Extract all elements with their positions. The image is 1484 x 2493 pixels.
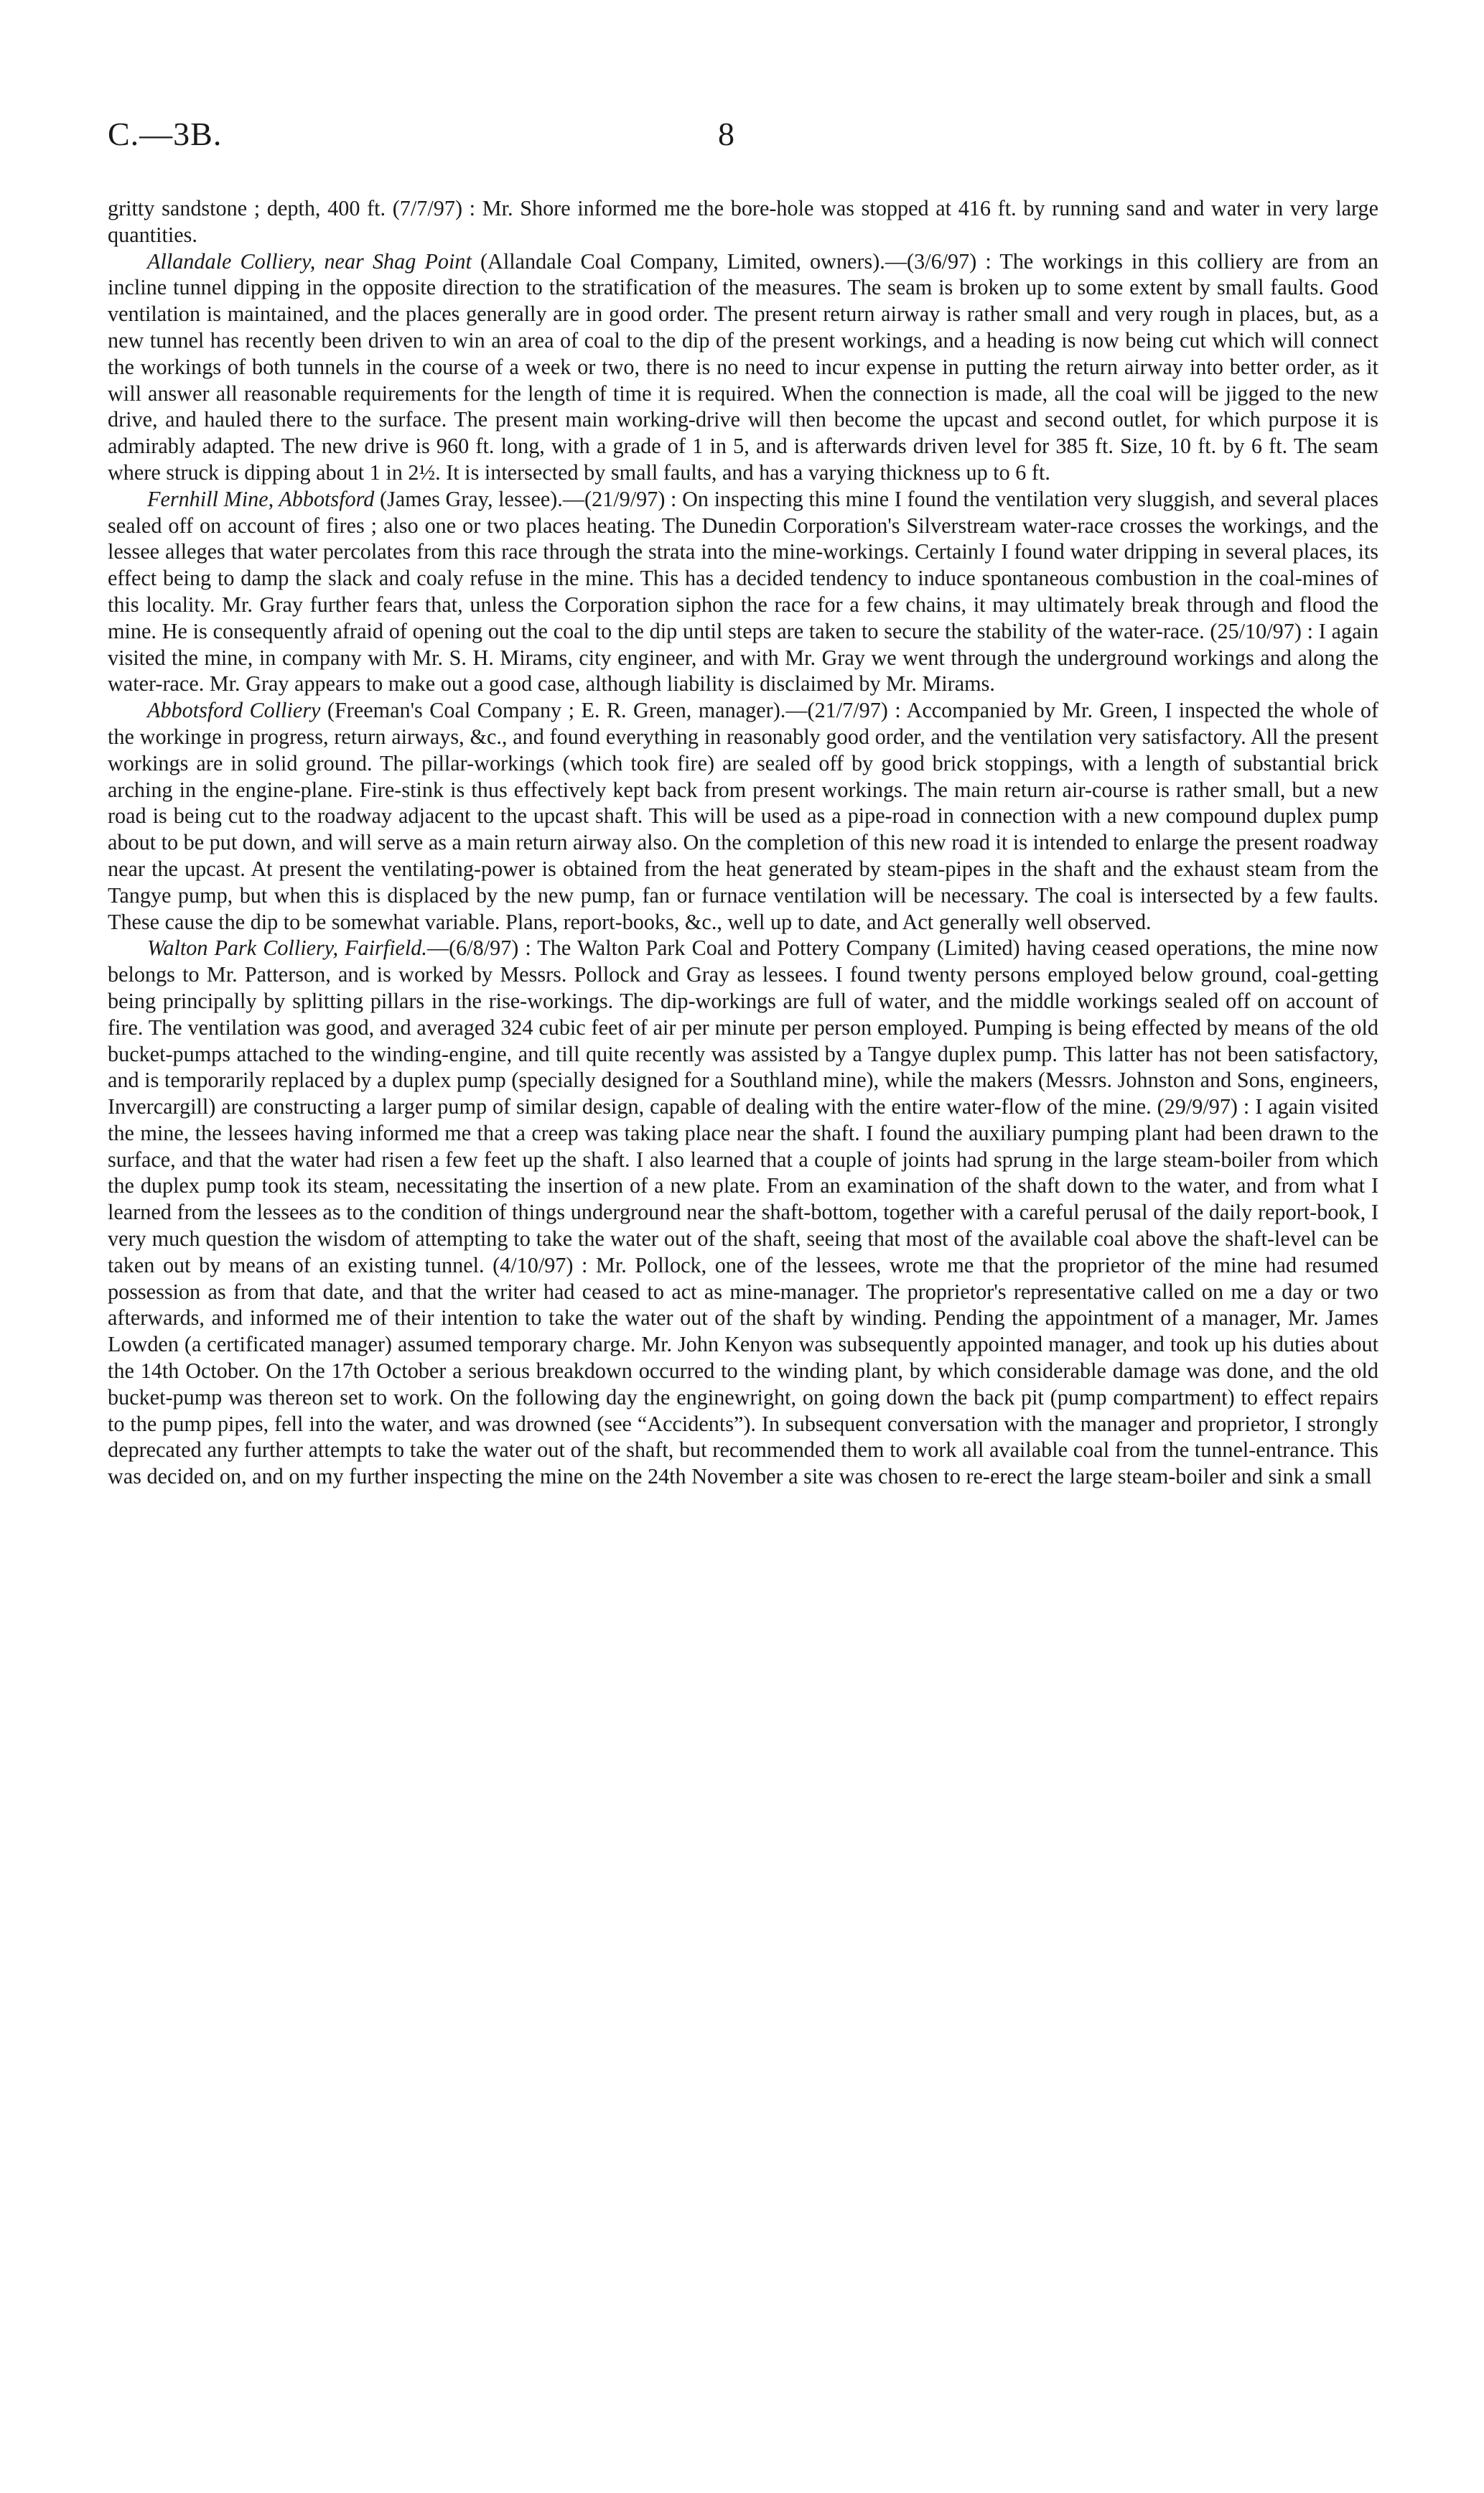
paragraph-text: —(6/8/97) : The Walton Park Coal and Pottery Company (Limited) having ceased operations, the mine now belongs to Mr. Patterson, and is worked by Messrs. Pollock and Gray as lessees. I found twenty persons employed below ground, coal-getting being principally by splitting pillars in the rise-workings. The dip-workings are full of water, and the middle workings sealed off on account of fire. The ventilation was good, and averaged 324 cubic feet of air per minute per person employed. Pumping is being effected by means of the old bucket-pumps attached to the winding-engine, and till quite recently was assisted by a Tangye duplex pump. This latter has not been satisfactory, and is temporarily replaced by a duplex pump (specially designed for a Southland mine), while the makers (Messrs. Johnston and Sons, engineers, Invercargill) are constructing a larger pump of similar design, capable of dealing with the entire water-flow of the mine. (29/9/97) : I again visited the mine, the lessees having informed me that a creep was taking place near the shaft. I found the auxiliary pumping plant had been drawn to the surface, and that the water had risen a few feet up the shaft. I also learned that a couple of joints had sprung in the large steam-boiler from which the duplex pump took its steam, necessitating the insertion of a new plate. From an examination of the shaft down to the water, and from what I learned from the lessees as to the condition of things underground near the shaft-bottom, together with a careful perusal of the daily report-book, I very much question the wisdom of attempting to take the water out of the shaft, seeing that most of the available coal above the shaft-level can be taken out by means of an existing tunnel. (4/10/97) : Mr. Pollock, one of the lessees, wrote me that the proprietor of the mine had resumed possession as from that date, and that the writer had ceased to act as mine-manager. The proprietor's representative called on me a day or two afterwards, and informed me of their intention to take the water out of the shaft by winding. Pending the appointment of a manager, Mr. James Lowden (a certificated manager) assumed temporary charge. Mr. John Kenyon was subsequently appointed manager, and took up his duties about the 14th October. On the 17th October a serious breakdown occurred to the winding plant, by which considerable damage was done, and the old bucket-pump was thereon set to work. On the following day the enginewright, on going down the back pit (pump compartment) to effect repairs to the pump pipes, fell into the water, and was drowned (see “Accidents”). In subsequent conversation with the manager and proprietor, I strongly deprecated any further attempts to take the water out of the shaft, but recommended them to work all available coal from the tunnel-entrance. This was decided on, and on my further inspecting the mine on the 24th November a site was chosen to re-erect the large steam-boiler and sink a small bbox=[108, 936, 1378, 1489]
paragraph-allandale-colliery bbox=[108, 248, 1378, 486]
colliery-title: Fernhill Mine, Abbotsford bbox=[147, 486, 375, 511]
paragraph-text: gritty sandstone ; depth, 400 ft. (7/7/97) : Mr. Shore informed me the bore-hole was stopped at 416 ft. by running sand and water in very large quantities. bbox=[108, 196, 1378, 247]
document-reference: C.—3B. bbox=[108, 116, 223, 152]
colliery-title: Abbotsford Colliery bbox=[147, 698, 321, 723]
paragraph-continuation bbox=[108, 195, 1378, 248]
page-header bbox=[108, 115, 1378, 165]
paragraph-text: (James Gray, lessee).—(21/9/97) : On inspecting this mine I found the ventilation very sluggish, and several places sealed off on account of fires ; also one or two places heating. The Dunedin Corporation's Silverstream water-race crosses the workings, and the lessee alleges that water percolates from this race through the strata into the mine-workings. Certainly I found water dripping in several places, its effect being to damp the slack and coaly refuse in the mine. This has a decided tendency to induce spontaneous combustion in the coal-mines of this locality. Mr. Gray further fears that, unless the Corporation siphon the race for a few chains, it may ultimately break through and flood the mine. He is consequently afraid of opening out the coal to the dip until steps are taken to secure the stability of the water-race. (25/10/97) : I again visited the mine, in company with Mr. S. H. Mirams, city engineer, and with Mr. Gray we went through the underground workings and along the water-race. Mr. Gray appears to make out a good case, although liability is disclaimed by Mr. Mirams. bbox=[108, 486, 1378, 696]
paragraph-walton-park-colliery bbox=[108, 935, 1378, 1490]
colliery-title: Walton Park Colliery, Fairfield. bbox=[147, 936, 427, 961]
report-body bbox=[108, 195, 1378, 1490]
colliery-title: Allandale Colliery, near Shag Point bbox=[147, 248, 472, 274]
page-number: 8 bbox=[718, 116, 734, 152]
paragraph-abbotsford-colliery bbox=[108, 697, 1378, 935]
paragraph-fernhill-mine bbox=[108, 486, 1378, 697]
paragraph-text: (Allandale Coal Company, Limited, owners).—(3/6/97) : The workings in this colliery are from an incline tunnel dipping in the opposite direction to the stratification of the measures. The seam is broken up to some extent by small faults. Good ventilation is maintained, and the places generally are in good order. The present return airway is rather small and very rough in places, but, as a new tunnel has recently been driven to win an area of coal to the dip of the present workings, and a heading is now being cut which will connect the workings of both tunnels in the course of a week or two, there is no need to incur expense in putting the return airway into better order, as it will answer all reasonable requirements for the length of time it is required. When the connection is made, all the coal will be jigged to the new drive, and hauled there to the surface. The present main working-drive will then become the upcast and second outlet, for which purpose it is admirably adapted. The new drive is 960 ft. long, with a grade of 1 in 5, and is afterwards driven level for 385 ft. Size, 10 ft. by 6 ft. The seam where struck is dipping about 1 in 2½. It is intersected by small faults, and has a varying thickness up to 6 ft. bbox=[108, 248, 1378, 485]
paragraph-text: (Freeman's Coal Company ; E. R. Green, manager).—(21/7/97) : Accompanied by Mr. Green, I inspected the whole of the workinge in progress, return airways, &c., and found everything in reasonably good order, and the ventilation very satisfactory. All the present workings are in solid ground. The pillar-workings (which took fire) are sealed off by good brick stoppings, with a length of substantial brick arching in the engine-plane. Fire-stink is thus effectively kept back from present workings. The main return air-course is rather small, but a new road is being cut to the roadway adjacent to the upcast shaft. This will be used as a pipe-road in connection with a new compound duplex pump about to be put down, and will serve as a main return airway also. On the completion of this new road it is intended to enlarge the present roadway near the upcast. At present the ventilating-power is obtained from the heat generated by steam-pipes in the shaft and the exhaust steam from the Tangye pump, but when this is displaced by the new pump, fan or furnace ventilation will be necessary. The coal is intersected by a few faults. These cause the dip to be somewhat variable. Plans, report-books, &c., well up to date, and Act generally well observed. bbox=[108, 698, 1378, 934]
